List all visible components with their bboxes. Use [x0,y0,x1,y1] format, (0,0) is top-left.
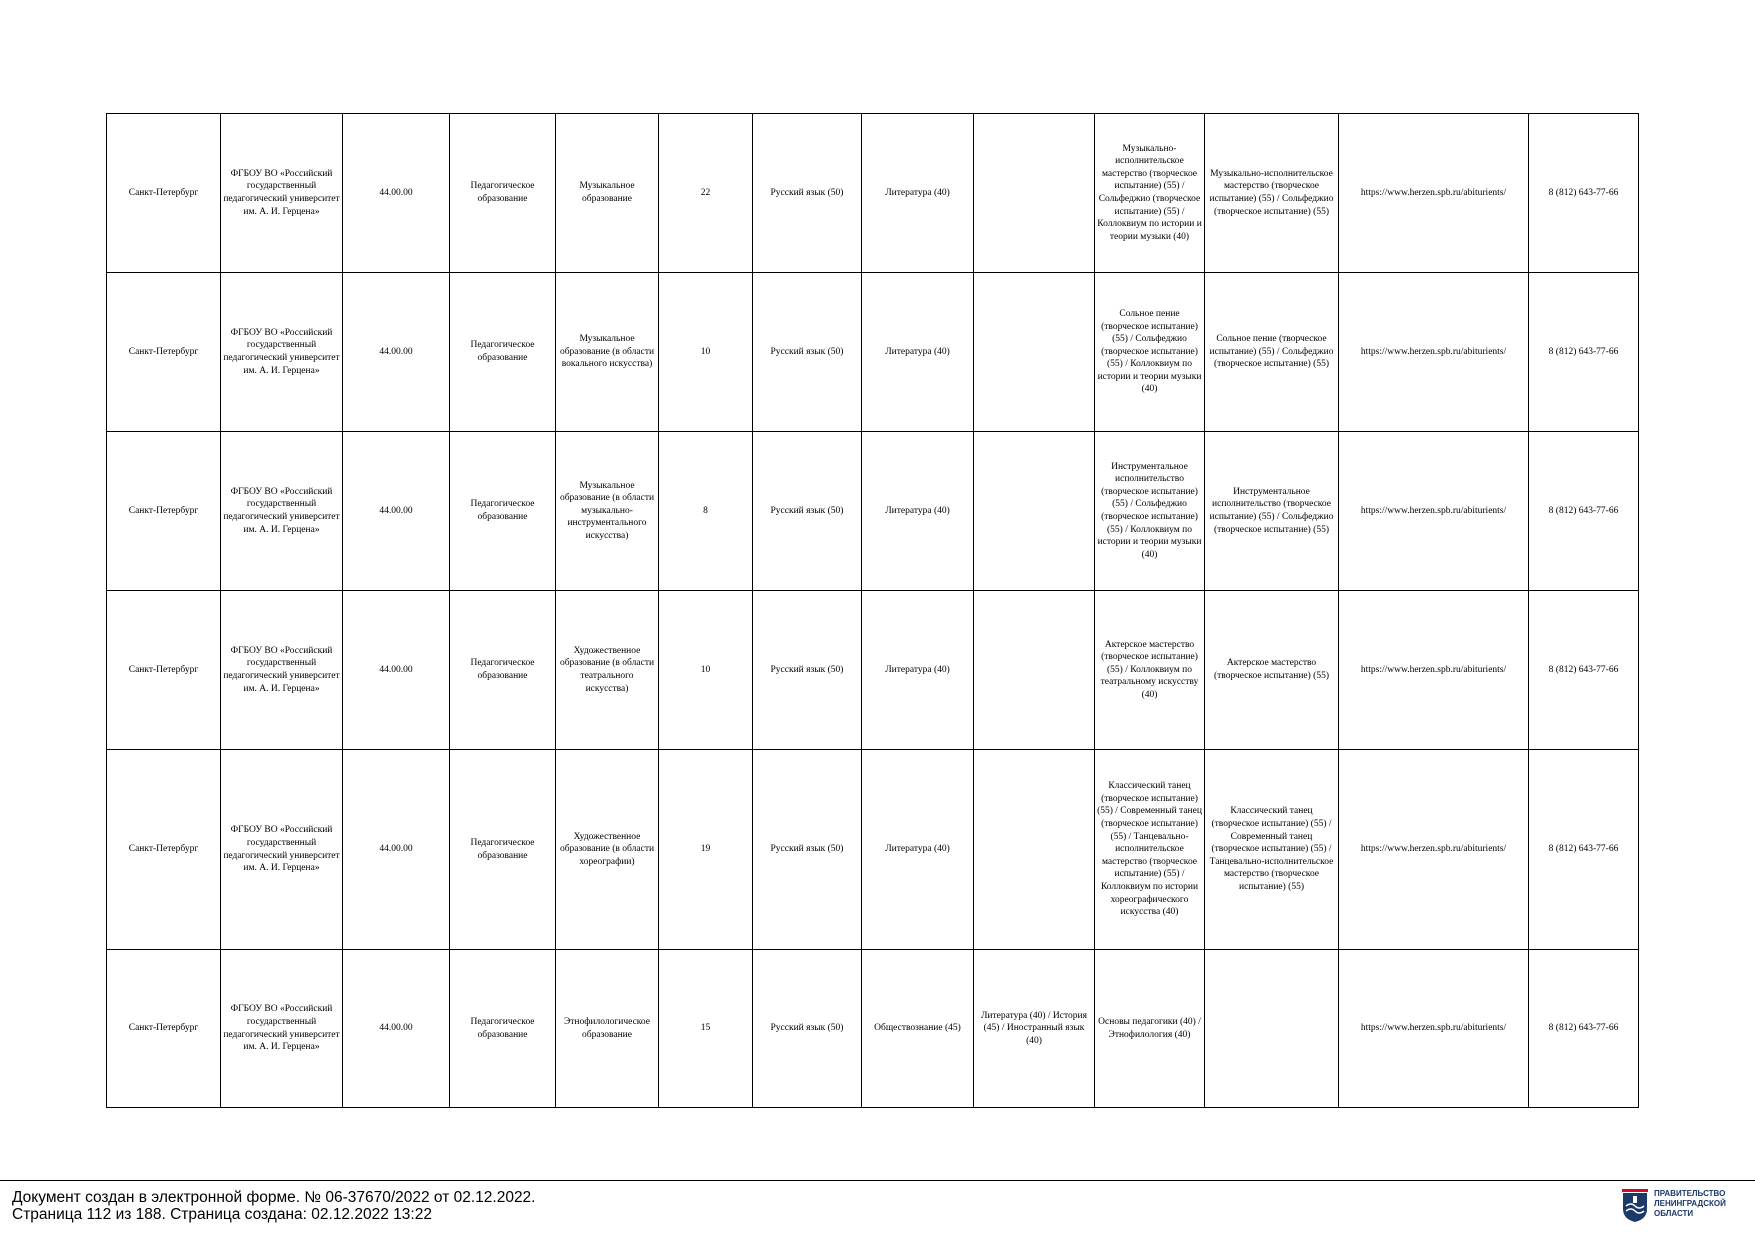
logo-text [1654,1189,1726,1219]
cell-website: https://www.herzen.spb.ru/abiturients/ [1339,591,1529,750]
table-row [107,432,1639,591]
cell-exam-additional: Основы педагогики (40) / Этнофилология (40) [1095,950,1205,1108]
cell-institution: ФГБОУ ВО «Российский государственный педагогический университет им. А. И. Герцена» [221,432,343,591]
table-body [107,114,1639,1108]
cell-exam3 [974,114,1095,273]
cell-field: Педагогическое образование [450,950,556,1108]
cell-places: 8 [659,432,753,591]
cell-program: Музыкальное образование (в области музыкально-инструментального искусства) [556,432,659,591]
cell-places: 15 [659,950,753,1108]
cell-field: Педагогическое образование [450,273,556,432]
leningrad-oblast-emblem-icon [1622,1189,1648,1223]
cell-field: Педагогическое образование [450,591,556,750]
cell-code: 44.00.00 [343,750,450,950]
logo-text-line: ПРАВИТЕЛЬСТВО [1654,1189,1726,1198]
cell-exam1: Русский язык (50) [753,750,862,950]
cell-exam-additional: Классический танец (творческое испытание) (55) / Современный танец (творческое испытание) (55) / Танцевально-исполнительское мастерство (творческое испытание) (55) / Коллоквиум по истории хореографического искусства (40) [1095,750,1205,950]
cell-places: 19 [659,750,753,950]
cell-code: 44.00.00 [343,432,450,591]
cell-phone: 8 (812) 643-77-66 [1529,273,1639,432]
cell-phone: 8 (812) 643-77-66 [1529,950,1639,1108]
cell-code: 44.00.00 [343,273,450,432]
cell-field: Педагогическое образование [450,114,556,273]
cell-program: Музыкальное образование (в области вокального искусства) [556,273,659,432]
cell-program: Музыкальное образование [556,114,659,273]
cell-code: 44.00.00 [343,950,450,1108]
government-logo [1622,1189,1750,1223]
footer-divider [0,1180,1755,1181]
cell-city: Санкт-Петербург [107,591,221,750]
cell-city: Санкт-Петербург [107,950,221,1108]
cell-places: 10 [659,591,753,750]
cell-exam-additional: Инструментальное исполнительство (творческое испытание) (55) / Сольфеджио (творческое испытание) (55) / Коллоквиум по истории и теории музыки (40) [1095,432,1205,591]
cell-exam1: Русский язык (50) [753,950,862,1108]
footer-document-info [12,1189,536,1223]
cell-institution: ФГБОУ ВО «Российский государственный педагогический университет им. А. И. Герцена» [221,591,343,750]
cell-exam-additional: Сольное пение (творческое испытание) (55) / Сольфеджио (творческое испытание) (55) / Коллоквиум по истории и теории музыки (40) [1095,273,1205,432]
cell-places: 22 [659,114,753,273]
footer-line-page: Страница 112 из 188. Страница создана: 02.12.2022 13:22 [12,1206,432,1223]
cell-exam1: Русский язык (50) [753,432,862,591]
cell-institution: ФГБОУ ВО «Российский государственный педагогический университет им. А. И. Герцена» [221,750,343,950]
cell-exam1: Русский язык (50) [753,114,862,273]
cell-exam-additional: Музыкально-исполнительское мастерство (творческое испытание) (55) / Сольфеджио (творческое испытание) (55) / Коллоквиум по истории и теории музыки (40) [1095,114,1205,273]
cell-exam3 [974,432,1095,591]
cell-exam-additional: Актерское мастерство (творческое испытание) (55) / Коллоквиум по театральному искусству (40) [1095,591,1205,750]
cell-website: https://www.herzen.spb.ru/abiturients/ [1339,750,1529,950]
cell-field: Педагогическое образование [450,750,556,950]
cell-exam2: Литература (40) [862,273,974,432]
cell-exam3 [974,591,1095,750]
cell-exam-creative: Актерское мастерство (творческое испытание) (55) [1205,591,1339,750]
cell-exam3 [974,273,1095,432]
footer-line-document: Документ создан в электронной форме. № 06-37670/2022 от 02.12.2022. [12,1189,536,1206]
cell-code: 44.00.00 [343,114,450,273]
cell-program: Художественное образование (в области театрального искусства) [556,591,659,750]
cell-exam-creative: Инструментальное исполнительство (творческое испытание) (55) / Сольфеджио (творческое испытание) (55) [1205,432,1339,591]
cell-phone: 8 (812) 643-77-66 [1529,750,1639,950]
cell-code: 44.00.00 [343,591,450,750]
cell-institution: ФГБОУ ВО «Российский государственный педагогический университет им. А. И. Герцена» [221,273,343,432]
logo-text-line: ОБЛАСТИ [1654,1209,1694,1218]
table-row [107,273,1639,432]
cell-program: Этнофилологическое образование [556,950,659,1108]
cell-exam-creative: Классический танец (творческое испытание) (55) / Современный танец (творческое испытание) (55) / Танцевально-исполнительское мастерство (творческое испытание) (55) [1205,750,1339,950]
cell-phone: 8 (812) 643-77-66 [1529,114,1639,273]
cell-city: Санкт-Петербург [107,750,221,950]
table-row [107,591,1639,750]
cell-program: Художественное образование (в области хореографии) [556,750,659,950]
cell-field: Педагогическое образование [450,432,556,591]
cell-city: Санкт-Петербург [107,432,221,591]
table-row [107,950,1639,1108]
admission-table [106,113,1639,1108]
cell-exam2: Обществознание (45) [862,950,974,1108]
cell-places: 10 [659,273,753,432]
cell-exam-creative: Музыкально-исполнительское мастерство (творческое испытание) (55) / Сольфеджио (творческое испытание) (55) [1205,114,1339,273]
cell-exam3: Литература (40) / История (45) / Иностранный язык (40) [974,950,1095,1108]
cell-website: https://www.herzen.spb.ru/abiturients/ [1339,114,1529,273]
cell-website: https://www.herzen.spb.ru/abiturients/ [1339,950,1529,1108]
cell-exam-creative: Сольное пение (творческое испытание) (55) / Сольфеджио (творческое испытание) (55) [1205,273,1339,432]
cell-institution: ФГБОУ ВО «Российский государственный педагогический университет им. А. И. Герцена» [221,950,343,1108]
cell-exam2: Литература (40) [862,591,974,750]
table-row [107,114,1639,273]
table-row [107,750,1639,950]
cell-exam3 [974,750,1095,950]
cell-exam2: Литература (40) [862,750,974,950]
cell-exam2: Литература (40) [862,114,974,273]
cell-phone: 8 (812) 643-77-66 [1529,432,1639,591]
cell-website: https://www.herzen.spb.ru/abiturients/ [1339,432,1529,591]
logo-text-line: ЛЕНИНГРАДСКОЙ [1654,1199,1726,1208]
cell-city: Санкт-Петербург [107,273,221,432]
cell-website: https://www.herzen.spb.ru/abiturients/ [1339,273,1529,432]
cell-exam1: Русский язык (50) [753,273,862,432]
cell-phone: 8 (812) 643-77-66 [1529,591,1639,750]
cell-exam-creative [1205,950,1339,1108]
cell-exam2: Литература (40) [862,432,974,591]
cell-institution: ФГБОУ ВО «Российский государственный педагогический университет им. А. И. Герцена» [221,114,343,273]
cell-city: Санкт-Петербург [107,114,221,273]
cell-exam1: Русский язык (50) [753,591,862,750]
